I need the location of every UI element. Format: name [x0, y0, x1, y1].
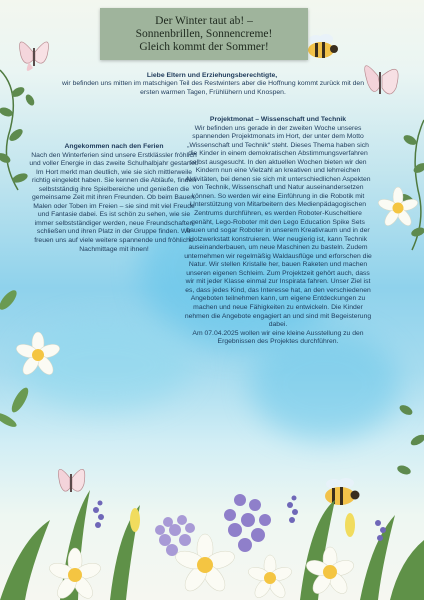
title-line-3: Gleich kommt der Sommer!: [139, 40, 269, 53]
section2-text: Wir befinden uns gerade in der zweiten Woche unseres spannenden Projektmonats im Hort, der unter dem Motto „Wissenschaft und Technik“ steht. Dieses Thema haben sich die Kinder in einem demokratischen Abstimmungsverfahren selbst ausgesucht. In den aktuellen Wochen bieten wir den Kindern nun eine Vielzahl an kreativen und lehrreichen Aktivitäten, bei denen sie sich mit unterschiedlichen Aspekten von Technik, Wissenschaft und Natur auseinandersetzen können. So werden wir eine Einführung in die Robotik mit Unterstützung von Mitarbeitern des Medienpädagogischen Zentrums durchführen, es werden Roboter-Kuscheltiere genäht, Lego-Roboter mit den Lego Education Spike Sets bauen und sogar Roboter in unserem Kreativraum und in der Holzwerkstatt konstruieren. Wer neugierig ist, kann Technik auseinanderbauen, um neue Maschinen zu basteln. Zudem unternehmen wir regelmäßig Waldausflüge und erforschen die Natur. Wir stellen Kristalle her, bauen Raketen und machen unseren eigenen Schleim. Zum Projektzeit gehört auch, dass wir mit jeder Klasse einmal zur Inspirata fahren. Unser Ziel ist es, dass jedes Kind, das Interesse hat, an den verschiedenen Angeboten teilnehmen kann, um eigene Entdeckungen zu machen und neue Fähigkeiten zu entwickeln. Die Kinder nehmen die Angebote engagiert an und sind mit Begeisterung dabei.: [184, 124, 372, 329]
title-line-1: Der Winter taut ab! –: [155, 14, 253, 27]
intro-text: wir befinden uns mitten im matschigen Teil des Restwinters aber die Hoffnung kommt zurück mit den ersten warmen Tagen, Frühlühern und Knospen.: [62, 80, 364, 96]
butterfly-icon: [20, 42, 49, 71]
bee-icon: [308, 34, 338, 58]
daffodil-icon: [377, 187, 419, 228]
section1-heading: Angekommen nach den Ferien: [64, 143, 164, 150]
section-after-holidays: [28, 143, 200, 254]
section2-closing: Am 07.04.2025 wollen wir eine kleine Ausstellung zu den Ergebnissen des Projektes durchführen.: [192, 329, 364, 346]
section2-heading: Projektmonat – Wissenschaft und Technik: [209, 116, 347, 123]
leaf-icon: [396, 120, 424, 476]
daffodil-icon: [15, 332, 62, 377]
section-project-month: [184, 116, 372, 347]
title-line-2: Sonnenbrillen, Sonnencreme!: [135, 27, 273, 40]
title-banner: [100, 8, 308, 60]
leaf-icon: [0, 288, 31, 430]
intro-heading: Liebe Eltern und Erziehungsberechtigte,: [146, 72, 278, 79]
butterfly-icon: [58, 469, 84, 492]
section1-text: Nach den Winterferien sind unsere Erstklässler fröhlich und voller Energie in das zweite Schulhalbjahr gestartet. Im Hort merkt man deutlich, wie sie sich mittlerweile richtig eingelebt haben. Sie kennen die Abläufe, finden selbstständig ihre Spielbereiche und genießen die gemeinsame Zeit mit ihren Freunden. Ob beim Bauen, Malen oder Toben im Freien – sie sind mit viel Freude und Fantasie dabei. Es ist schön zu sehen, wie sie immer selbstständiger werden, neue Freundschaften schließen und ihren Platz in der Gruppe finden. Wir freuen uns auf viele weitere spannende und fröhliche Nachmittage mit ihnen!: [29, 151, 199, 253]
bee-icon: [325, 478, 360, 505]
